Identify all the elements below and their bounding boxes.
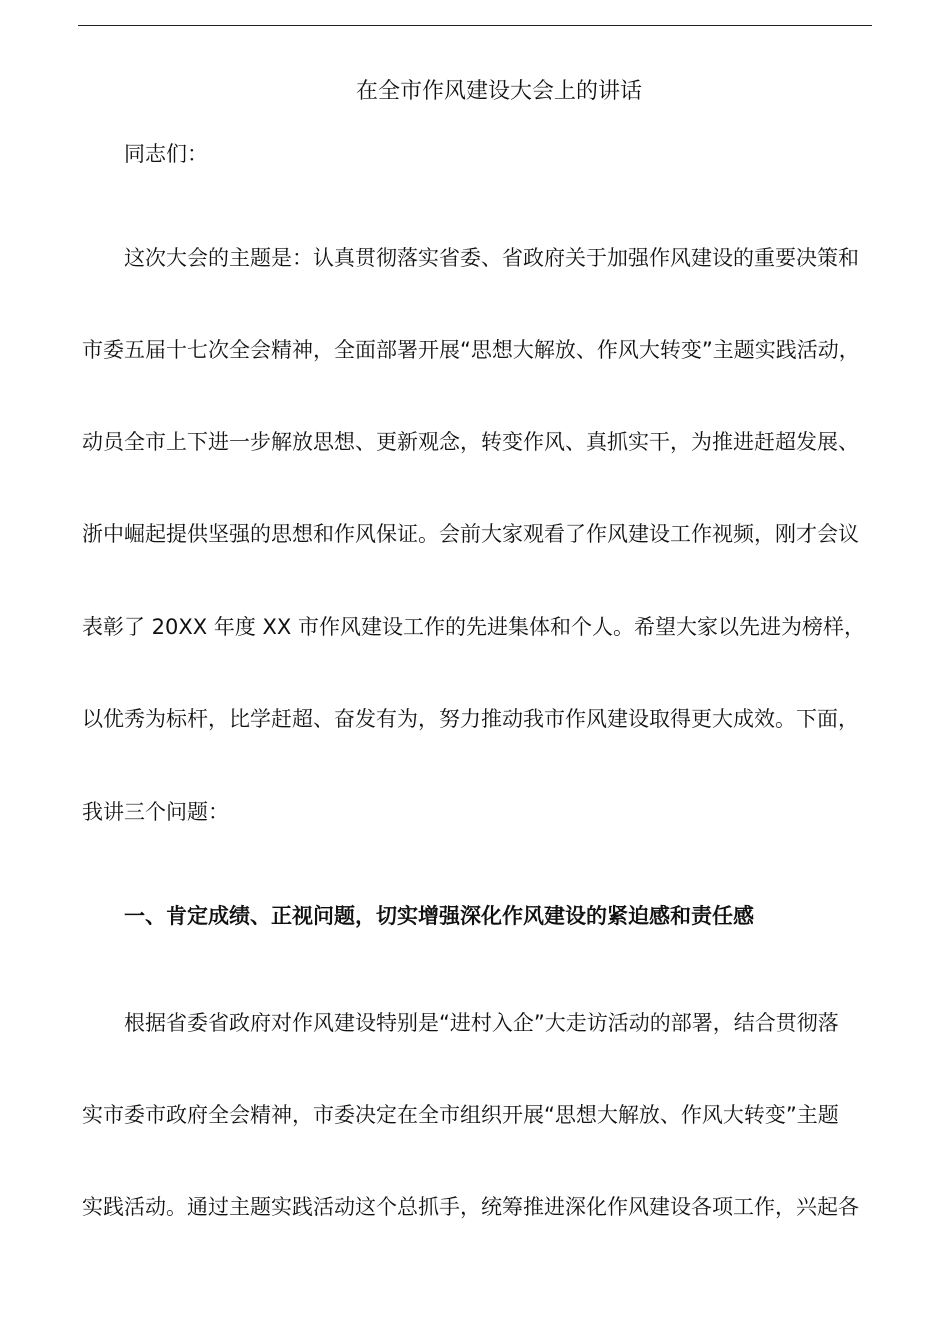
paragraph-2-line-3: 实践活动。通过主题实践活动这个总抓手，统筹推进深化作风建设各项工作，兴起各	[82, 1195, 859, 1219]
header-rule	[78, 25, 872, 26]
section-1-heading: 一、肯定成绩、正视问题，切实增强深化作风建设的紧迫感和责任感	[124, 904, 754, 928]
paragraph-1-line-4: 浙中崛起提供坚强的思想和作风保证。会前大家观看了作风建设工作视频，刚才会议	[82, 522, 859, 546]
paragraph-1-line-2: 市委五届十七次全会精神，全面部署开展“思想大解放、作风大转变”主题实践活动，	[82, 338, 860, 362]
document-title: 在全市作风建设大会上的讲话	[355, 79, 642, 104]
salutation: 同志们：	[124, 142, 208, 166]
paragraph-1-line-7: 我讲三个问题：	[82, 800, 229, 824]
paragraph-2-line-1: 根据省委省政府对作风建设特别是“进村入企”大走访活动的部署，结合贯彻落	[124, 1011, 839, 1035]
paragraph-1-line-5: 表彰了 20XX 年度 XX 市作风建设工作的先进集体和个人。希望大家以先进为榜样，	[82, 615, 865, 639]
paragraph-2-line-2: 实市委市政府全会精神，市委决定在全市组织开展“思想大解放、作风大转变”主题	[82, 1103, 839, 1127]
paragraph-1-line-3: 动员全市上下进一步解放思想、更新观念，转变作风、真抓实干，为推进赶超发展、	[82, 430, 859, 454]
paragraph-1-line-6: 以优秀为标杆，比学赶超、奋发有为，努力推动我市作风建设取得更大成效。下面，	[82, 707, 859, 731]
paragraph-1-line-1: 这次大会的主题是：认真贯彻落实省委、省政府关于加强作风建设的重要决策和	[124, 246, 859, 270]
